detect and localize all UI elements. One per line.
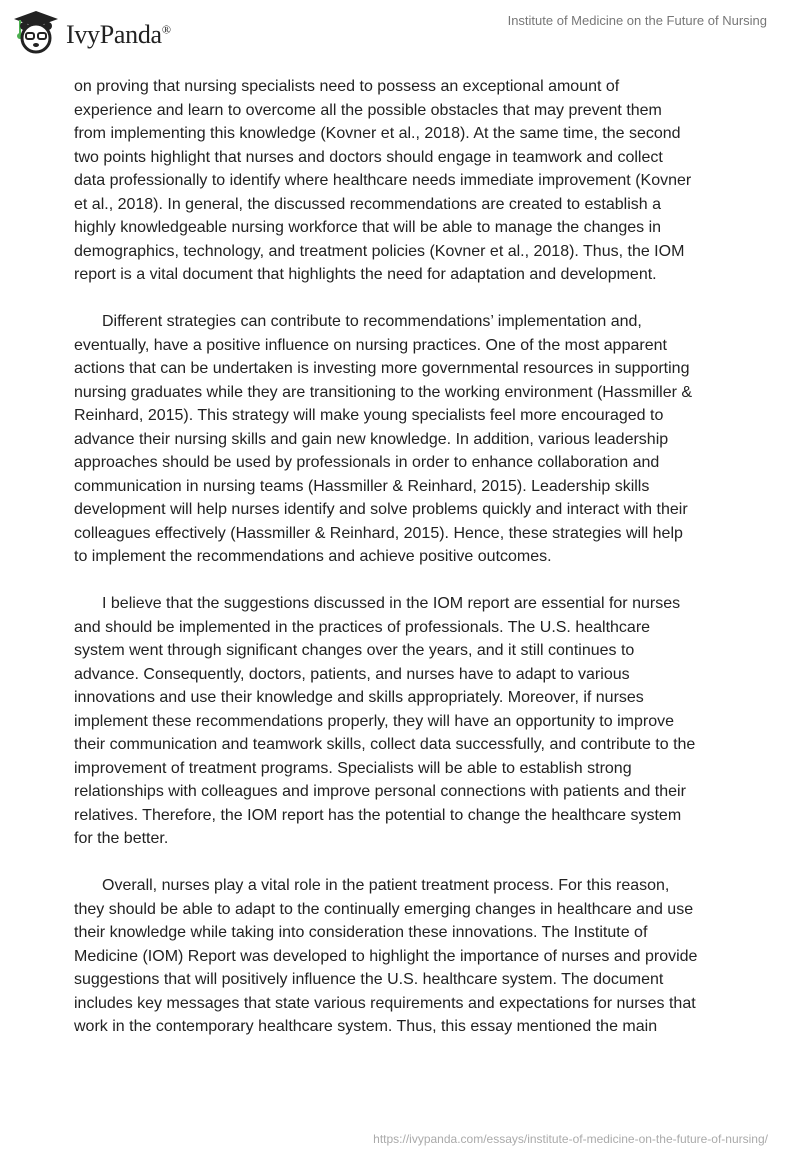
text-line: on proving that nursing specialists need to possess an exceptional amount of xyxy=(74,78,620,95)
document-title: Institute of Medicine on the Future of Nursing xyxy=(507,13,767,28)
text-line: relationships with colleagues and improve personal connections with patients and their xyxy=(74,783,686,800)
text-line: eventually, have a positive influence on nursing practices. One of the most apparent xyxy=(74,336,667,354)
text-line: system went through significant changes over the years, and it still continues to xyxy=(74,642,635,659)
panda-graduate-icon xyxy=(12,8,60,56)
text-line: they should be able to adapt to the continually emerging changes in healthcare and use xyxy=(74,900,694,918)
paragraph xyxy=(74,75,774,287)
text-line: Different strategies can contribute to recommendations’ implementation and, xyxy=(102,313,642,330)
text-line: relatives. Therefore, the IOM report has the potential to change the healthcare system xyxy=(74,806,682,824)
text-line: improvement of treatment programs. Specialists will be able to establish strong xyxy=(74,759,632,777)
text-line: and should be implemented in the practices of professionals. The U.S. healthcare xyxy=(74,618,651,636)
text-line: advance. Consequently, doctors, patients, and nurses have to adapt to various xyxy=(74,665,630,683)
text-line: implement these recommendations properly, they will have an opportunity to improve xyxy=(74,712,674,730)
text-line: Overall, nurses play a vital role in the patient treatment process. For this reason, xyxy=(102,877,670,894)
text-line: data professionally to identify where healthcare needs immediate improvement (Kovner xyxy=(74,172,692,189)
text-line: I believe that the suggestions discussed in the IOM report are essential for nurses xyxy=(102,595,681,612)
logo-text: IvyPanda® xyxy=(66,20,171,49)
ivypanda-logo[interactable] xyxy=(12,8,171,56)
text-line: innovations and use their knowledge and skills appropriately. Moreover, if nurses xyxy=(74,689,644,706)
text-line: suggestions that will positively influence the U.S. healthcare system. The document xyxy=(74,971,664,988)
text-line: to implement the recommendations and achieve positive outcomes. xyxy=(74,548,552,565)
text-line: includes key messages that state various requirements and expectations for nurses that xyxy=(74,994,696,1012)
essay-body xyxy=(74,75,774,1062)
text-line: experience and learn to overcome all the possible obstacles that may prevent them xyxy=(74,101,662,119)
source-url-link[interactable]: https://ivypanda.com/essays/institute-of-medicine-on-the-future-of-nursing/ xyxy=(373,1132,768,1146)
text-line: two points highlight that nurses and doctors should engage in teamwork and collect xyxy=(74,148,663,166)
paragraph xyxy=(74,310,774,569)
text-line: et al., 2018). In general, the discussed recommendations are created to establish a xyxy=(74,195,662,213)
text-line: Reinhard, 2015). This strategy will make young specialists feel more encouraged to xyxy=(74,407,664,424)
text-line: approaches should be used by professionals in order to enhance collaboration and xyxy=(74,454,660,471)
text-line: communication in nursing teams (Hassmiller & Reinhard, 2015). Leadership skills xyxy=(74,477,650,495)
text-line: Medicine (IOM) Report was developed to highlight the importance of nurses and provide xyxy=(74,947,698,965)
text-line: their communication and teamwork skills, collect data successfully, and contribute to the xyxy=(74,736,696,753)
text-line: report is a vital document that highlights the need for adaptation and development. xyxy=(74,266,657,283)
text-line: for the better. xyxy=(74,830,169,847)
text-line: advance their nursing skills and gain new knowledge. In addition, various leadership xyxy=(74,430,669,448)
text-line: nursing graduates while they are transitioning to the working environment (Hassmiller & xyxy=(74,383,693,401)
text-line: highly knowledgeable nursing workforce that will be able to manage the changes in xyxy=(74,219,662,236)
text-line: colleagues effectively (Hassmiller & Reinhard, 2015). Hence, these strategies will help xyxy=(74,524,683,542)
text-line: demographics, technology, and treatment policies (Kovner et al., 2018). Thus, the IOM xyxy=(74,242,685,260)
paragraph xyxy=(74,874,774,1039)
text-line: development will help nurses identify and solve problems quickly and interact with their xyxy=(74,501,688,518)
text-line: work in the contemporary healthcare system. Thus, this essay mentioned the main xyxy=(74,1018,658,1035)
text-line: their knowledge while taking into consideration these innovations. The Institute of xyxy=(74,924,648,941)
text-line: from implementing this knowledge (Kovner et al., 2018). At the same time, the second xyxy=(74,125,681,142)
paragraph xyxy=(74,592,774,851)
text-line: actions that can be undertaken is investing more governmental resources in supporting xyxy=(74,360,690,377)
